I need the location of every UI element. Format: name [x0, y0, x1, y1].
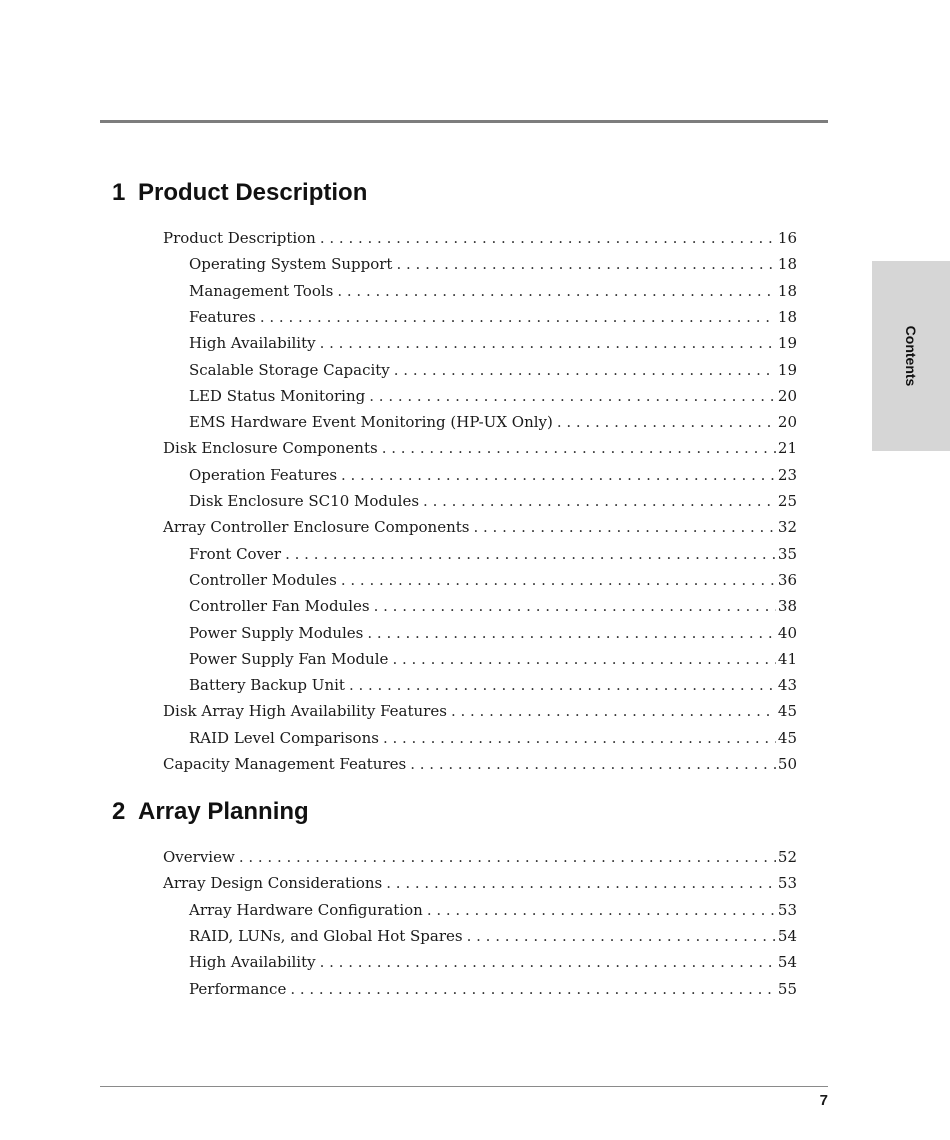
toc-entry[interactable]	[189, 674, 797, 696]
toc-entry-page: 52	[777, 848, 797, 866]
toc-entry-leader	[383, 727, 776, 749]
toc-entry-label: RAID, LUNs, and Global Hot Spares	[189, 927, 463, 945]
toc-entry-label: High Availability	[189, 334, 316, 352]
toc-entry-leader	[341, 569, 776, 591]
toc-entry-label: Battery Backup Unit	[189, 676, 345, 694]
header-rule	[100, 120, 828, 123]
toc-entry-leader	[382, 437, 776, 459]
toc-entry-page: 54	[777, 927, 797, 945]
toc-entry-label: Features	[189, 308, 256, 326]
toc-entry-leader	[290, 978, 776, 1000]
toc-entry-leader	[374, 595, 776, 617]
toc-entry[interactable]	[163, 227, 797, 249]
toc-entry-leader	[427, 899, 776, 921]
toc-entry-page: 18	[777, 282, 797, 300]
toc-entry-leader	[320, 227, 776, 249]
toc-entry[interactable]	[189, 253, 797, 275]
chapter-1-title	[112, 178, 367, 208]
toc-entry[interactable]	[189, 306, 797, 328]
toc-entry[interactable]	[189, 543, 797, 565]
toc-entry-page: 19	[777, 334, 797, 352]
toc-entry-leader	[320, 951, 776, 973]
toc-entry-leader	[367, 622, 776, 644]
toc-entry-page: 55	[777, 980, 797, 998]
toc-entry[interactable]	[189, 727, 797, 749]
toc-entry-label: RAID Level Comparisons	[189, 729, 379, 747]
toc-entry[interactable]	[189, 595, 797, 617]
toc-entry-page: 40	[777, 624, 797, 642]
toc-entry-leader	[423, 490, 776, 512]
toc-entry[interactable]	[189, 411, 797, 433]
toc-entry-label: Array Controller Enclosure Components	[163, 518, 470, 536]
toc-entry-label: Disk Array High Availability Features	[163, 702, 447, 720]
toc-entry-page: 41	[777, 650, 797, 668]
toc-entry-label: Controller Modules	[189, 571, 337, 589]
toc-entry-page: 18	[777, 255, 797, 273]
toc-entry[interactable]	[163, 872, 797, 894]
toc-entry-leader	[386, 872, 776, 894]
toc-entry-page: 20	[777, 387, 797, 405]
toc-entry[interactable]	[189, 490, 797, 512]
toc-entry-page: 21	[777, 439, 797, 457]
toc-entry-page: 23	[777, 466, 797, 484]
toc-entry[interactable]	[163, 516, 797, 538]
toc-entry-page: 53	[777, 901, 797, 919]
toc-entry-label: Power Supply Modules	[189, 624, 364, 642]
toc-entry-label: LED Status Monitoring	[189, 387, 366, 405]
toc-entry[interactable]	[189, 385, 797, 407]
toc-entry-page: 54	[777, 953, 797, 971]
chapter-2-title	[112, 797, 309, 827]
toc-entry-leader	[394, 359, 776, 381]
toc-entry[interactable]	[189, 622, 797, 644]
toc-entry[interactable]	[189, 332, 797, 354]
toc-entry-page: 16	[777, 229, 797, 247]
toc-entry-leader	[341, 464, 776, 486]
toc-entry-page: 35	[777, 545, 797, 563]
toc-entry-label: Performance	[189, 980, 287, 998]
toc-entry-page: 50	[777, 755, 797, 773]
toc-entry-label: High Availability	[189, 953, 316, 971]
toc-entry-label: Scalable Storage Capacity	[189, 361, 390, 379]
toc-entry-label: Power Supply Fan Module	[189, 650, 389, 668]
toc-entry-label: EMS Hardware Event Monitoring (HP-UX Only)	[189, 413, 553, 431]
toc-entry-leader	[473, 516, 775, 538]
toc-entry-leader	[320, 332, 776, 354]
toc-entry-label: Operation Features	[189, 466, 338, 484]
toc-entry-page: 45	[777, 729, 797, 747]
toc-entry-page: 53	[777, 874, 797, 892]
toc-entry-label: Front Cover	[189, 545, 282, 563]
toc-entry-leader	[239, 846, 776, 868]
side-tab-label: Contents	[903, 325, 919, 387]
toc-entry[interactable]	[163, 437, 797, 459]
toc-entry[interactable]	[189, 648, 797, 670]
chapter-2-number: 2	[112, 798, 126, 825]
toc-entry-label: Overview	[163, 848, 235, 866]
toc-entry-leader	[260, 306, 776, 328]
toc-entry-label: Disk Enclosure Components	[163, 439, 378, 457]
toc-entry[interactable]	[189, 899, 797, 921]
toc-entry[interactable]	[163, 753, 797, 775]
toc-entry-label: Management Tools	[189, 282, 334, 300]
toc-entry[interactable]	[163, 700, 797, 722]
contents-side-tab[interactable]	[872, 261, 950, 451]
toc-entry-label: Disk Enclosure SC10 Modules	[189, 492, 420, 510]
toc-entry-page: 20	[777, 413, 797, 431]
toc-entry-leader	[285, 543, 776, 565]
toc-entry-label: Capacity Management Features	[163, 755, 407, 773]
toc-entry[interactable]	[189, 569, 797, 591]
toc-entry-leader	[410, 753, 776, 775]
toc-entry-page: 45	[777, 702, 797, 720]
toc-entry-page: 18	[777, 308, 797, 326]
toc-entry-leader	[369, 385, 776, 407]
toc-entry-page: 36	[777, 571, 797, 589]
toc-entry-leader	[396, 253, 775, 275]
toc-entry-page: 43	[777, 676, 797, 694]
toc-entry[interactable]	[189, 951, 797, 973]
toc-entry-leader	[451, 700, 776, 722]
toc-entry[interactable]	[189, 925, 797, 947]
toc-entry-label: Array Design Considerations	[163, 874, 383, 892]
toc-entry-page: 32	[777, 518, 797, 536]
footer-rule	[100, 1086, 828, 1087]
toc-entry[interactable]	[163, 846, 797, 868]
chapter-1-title-text: Product Description	[138, 179, 368, 206]
toc-entry-leader	[392, 648, 775, 670]
toc-entry[interactable]	[189, 464, 797, 486]
chapter-1-number: 1	[112, 179, 126, 206]
toc-entry-page: 38	[777, 597, 797, 615]
page-number: 7	[819, 1092, 828, 1109]
toc-entry[interactable]	[189, 280, 797, 302]
toc-entry-label: Array Hardware Configuration	[189, 901, 423, 919]
toc-entry-label: Controller Fan Modules	[189, 597, 370, 615]
toc-entry[interactable]	[189, 978, 797, 1000]
toc-entry-page: 25	[777, 492, 797, 510]
toc-entry-leader	[349, 674, 776, 696]
toc-entry[interactable]	[189, 359, 797, 381]
toc-entry-label: Operating System Support	[189, 255, 393, 273]
toc-entry-label: Product Description	[163, 229, 316, 247]
chapter-2-title-text: Array Planning	[138, 798, 309, 825]
toc-entry-page: 19	[777, 361, 797, 379]
toc-entry-leader	[557, 411, 776, 433]
toc-entry-leader	[467, 925, 776, 947]
toc-entry-leader	[337, 280, 776, 302]
